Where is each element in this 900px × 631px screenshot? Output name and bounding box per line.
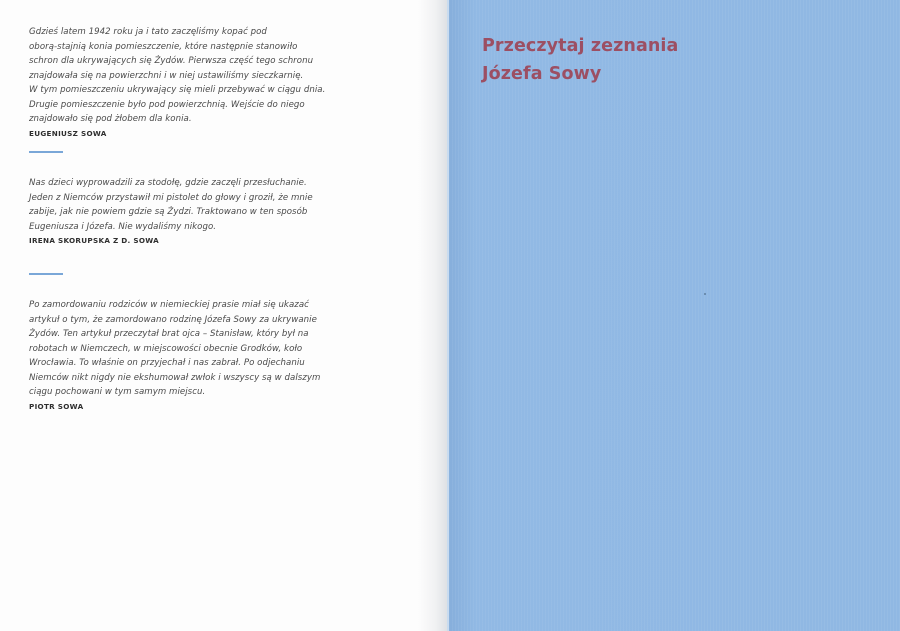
page-title bbox=[482, 32, 862, 88]
testimony-eugeniusz bbox=[29, 25, 329, 141]
testimony-text: Po zamordowaniu rodziców w niemieckiej prasie miał się ukazać artykuł o tym, że zamordowano rodzinę Józefa Sowy za ukrywanie Żydów. Ten artykuł przeczytał brat ojca – Stanisław, który był na robotach w Niemczech, w miejscowości obecnie Grodków, koło Wrocławia. To właśnie on przyjechał i nas zabrał. Po odjechaniu Niemców nikt nigdy nie ekshumował zwłok i wszyscy są w dalszym ciągu pochowani w tym samym miejscu. bbox=[29, 300, 321, 397]
right-page bbox=[449, 0, 900, 631]
page-gutter bbox=[418, 0, 450, 631]
section-divider bbox=[29, 273, 63, 275]
testimony-author: EUGENIUSZ SOWA bbox=[29, 128, 107, 138]
paper-speck bbox=[704, 293, 706, 295]
left-page bbox=[0, 0, 447, 631]
testimony-text: Nas dzieci wyprowadzili za stodołę, gdzie zaczęli przesłuchanie. Jeden z Niemców przystawił mi pistolet do głowy i groził, że mnie zabije, jak nie powiem gdzie są Żydzi. Traktowano w ten sposób Eugeniusza i Józefa. Nie wydaliśmy nikogo. bbox=[29, 178, 313, 232]
section-divider bbox=[29, 151, 63, 153]
testimony-text: Gdzieś latem 1942 roku ja i tato zaczęliśmy kopać pod oborą-stajnią konia pomieszczenie, które następnie stanowiło schron dla ukrywających się Żydów. Pierwsza część tego schronu znajdowała się na powierzchni i w niej ustawiliśmy sieczkarnię. W tym pomieszczeniu ukrywający się mieli przebywać w ciągu dnia. Drugie pomieszczenie było pod powierzchnią. Wejście do niego znajdowało się pod żłobem dla konia. bbox=[29, 27, 326, 124]
testimony-author: IRENA SKORUPSKA Z D. SOWA bbox=[29, 236, 160, 245]
testimony-irena bbox=[29, 176, 329, 248]
testimony-author: PIOTR SOWA bbox=[29, 401, 84, 411]
testimony-piotr bbox=[29, 298, 329, 414]
title-line-2: Józefa Sowy bbox=[482, 64, 602, 84]
title-line-1: Przeczytaj zeznania bbox=[482, 36, 679, 56]
